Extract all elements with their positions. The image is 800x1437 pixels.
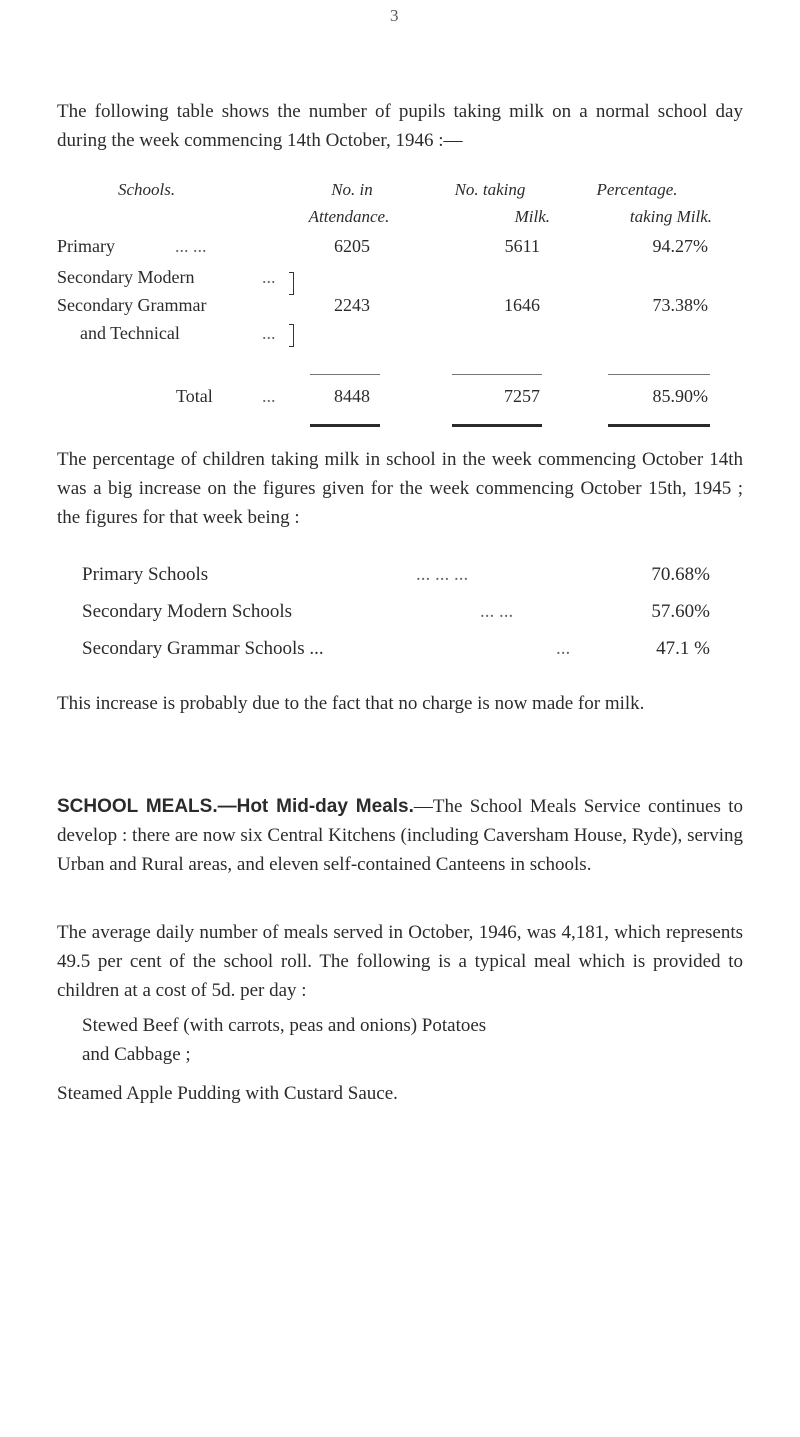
row-secondary-taking: 1646 xyxy=(504,295,540,315)
row-total-leader: ... xyxy=(262,386,276,406)
header-percentage-2: taking Milk. xyxy=(629,207,712,226)
rule-percentage-total xyxy=(608,424,710,427)
table-intro: The following table shows the number of pupils taking milk on a normal school day during the week commencing 14th October, 1946 :— xyxy=(57,101,743,151)
row-secondary-percentage: 73.38% xyxy=(652,295,708,315)
header-attendance-2: Attendance. xyxy=(308,207,390,226)
rule-attendance-total xyxy=(310,424,380,427)
rule-taking-total xyxy=(452,424,542,427)
row-secondary-attendance: 2243 xyxy=(334,295,370,315)
page-number: 3 xyxy=(390,6,399,25)
row-total-percentage: 85.90% xyxy=(652,386,708,406)
header-taking-2: Milk. xyxy=(514,207,550,226)
comparison-modern-label: Secondary Modern Schools xyxy=(82,601,293,622)
row-total-attendance: 8448 xyxy=(334,386,370,406)
header-schools: Schools. xyxy=(118,180,176,199)
comparison-grammar-label: Secondary Grammar Schools ... xyxy=(82,638,324,659)
header-attendance-1: No. in xyxy=(331,180,373,199)
row-total-label: Total xyxy=(176,386,213,406)
row-primary-leader: ... ... xyxy=(175,236,207,256)
comparison-primary-value: 70.68% xyxy=(651,564,710,585)
row-total-taking: 7257 xyxy=(504,386,540,406)
row-secondary-modern-leader: ... xyxy=(262,267,276,287)
menu-item-2: Steamed Apple Pudding with Custard Sauce. xyxy=(57,1083,398,1104)
menu-item-1-line-1: Stewed Beef (with carrots, peas and onions) Potatoes xyxy=(82,1015,487,1036)
meals-heading: SCHOOL MEALS.—Hot Mid-day Meals. xyxy=(57,796,414,817)
comparison-primary-label: Primary Schools xyxy=(82,564,209,585)
comparison-modern-leader: ... ... xyxy=(480,601,514,622)
brace-bottom xyxy=(289,324,294,347)
average-paragraph: The average daily number of meals served in October, 1946, was 4,181, which represents 49.5 per cent of the school roll. The following is a typical meal which is provided to children at a cost of 5d. per day : xyxy=(57,922,743,1001)
row-secondary-modern-label: Secondary Modern xyxy=(57,267,195,287)
row-primary-taking: 5611 xyxy=(504,236,540,256)
comparison-intro: The percentage of children taking milk in school in the week commencing October 14th was a big increase on the figures given for the week commencing October 15th, 1945 ; the figures for that week being : xyxy=(57,449,743,528)
comparison-grammar-value: 47.1 % xyxy=(656,638,710,659)
rule-percentage-top xyxy=(608,374,710,375)
row-technical-label: and Technical xyxy=(80,323,180,343)
row-primary-attendance: 6205 xyxy=(334,236,370,256)
meals-paragraph xyxy=(57,792,743,879)
comparison-grammar-leader: ... xyxy=(556,638,571,659)
header-percentage-1: Percentage. xyxy=(596,180,678,199)
row-technical-leader: ... xyxy=(262,323,276,343)
row-secondary-grammar-label: Secondary Grammar xyxy=(57,295,207,315)
rule-attendance-top xyxy=(310,374,380,375)
meals-text: —The School Meals Service continues to develop : there are now six Central Kitchens (including Caversham House, Ryde), serving Urban and Rural areas, and eleven self-contained Canteens in schools. xyxy=(57,796,743,875)
comparison-list xyxy=(0,560,800,670)
row-primary-percentage: 94.27% xyxy=(652,236,708,256)
brace-top xyxy=(289,272,294,295)
comparison-primary-leader: ... ... ... xyxy=(416,564,469,585)
header-taking-1: No. taking xyxy=(454,180,526,199)
rule-taking-top xyxy=(452,374,542,375)
menu-item-1-line-2: and Cabbage ; xyxy=(82,1044,191,1065)
comparison-modern-value: 57.60% xyxy=(651,601,710,622)
increase-note: This increase is probably due to the fact that no charge is now made for milk. xyxy=(57,693,645,714)
row-primary-label: Primary xyxy=(57,236,115,256)
